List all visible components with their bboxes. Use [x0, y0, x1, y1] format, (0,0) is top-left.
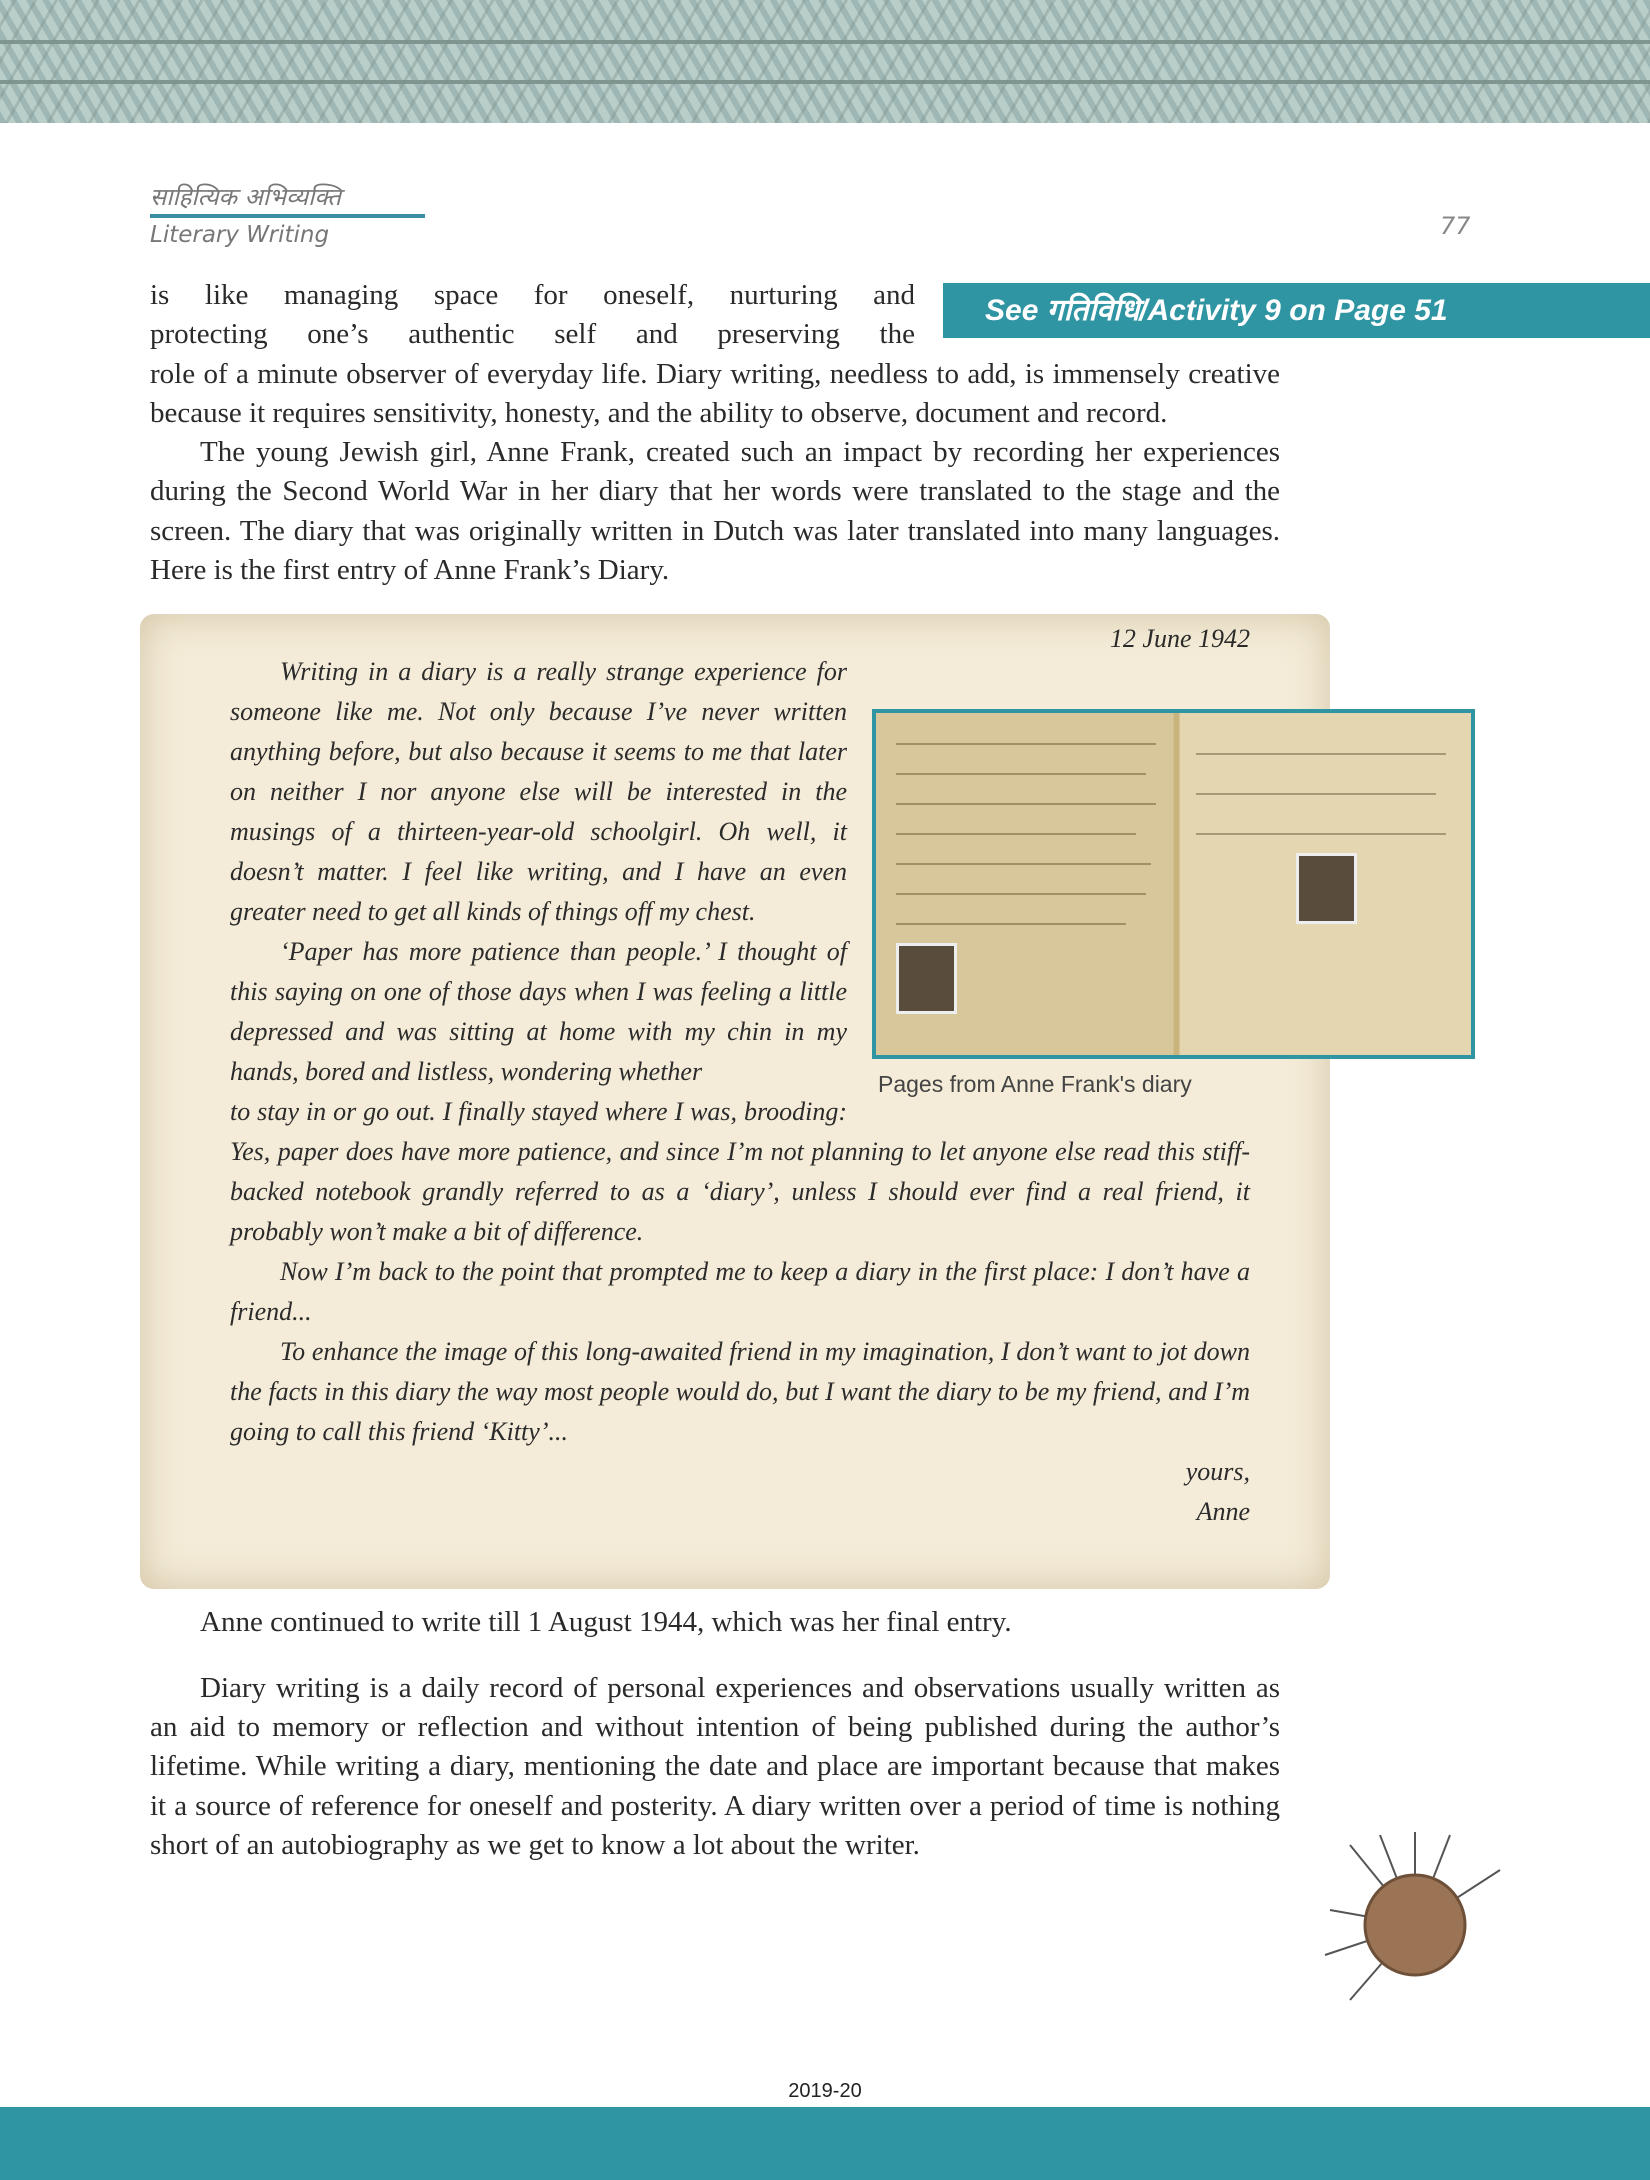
- intro-line-1: is like managing space for oneself, nurturing and: [150, 279, 915, 311]
- diary-paragraph-3: Now I’m back to the point that prompted me to keep a diary in the first place: I don’t have a friend...: [230, 1257, 1250, 1327]
- diary-paragraph-4: To enhance the image of this long-awaited friend in my imagination, I don’t want to jot down the facts in this diary the way most people would do, but I want the diary to be my friend, and I’m going to call this friend ‘Kitty’...: [230, 1337, 1250, 1447]
- diary-paragraph-1: Writing in a diary is a really strange experience for someone like me. Not only because I’ve never written anything before, but also because it seems to me that later on neither I nor anyone else will be interested in the musings of a thirteen-year-old schoolgirl. Oh well, it doesn’t matter. I feel like writing, and I have an even greater need to get all kinds of things off my chest.: [230, 657, 847, 927]
- sun-ornament-icon: [1320, 1830, 1510, 2010]
- chapter-title-hindi: साहित्यिक अभिव्यक्ति: [150, 183, 341, 211]
- after-paragraph-1: Anne continued to write till 1 August 1944, which was her final entry.: [200, 1606, 1012, 1639]
- decorative-header-band: [0, 0, 1650, 123]
- footer-year: 2019-20: [788, 2080, 862, 2102]
- diary-excerpt-box: [140, 614, 1330, 1589]
- activity-reference-banner: See गतिविधि/Activity 9 on Page 51: [943, 283, 1650, 338]
- intro-paragraph-1: role of a minute observer of everyday life. Diary writing, needless to add, is immensely creative because it requires sensitivity, honesty, and the ability to observe, document and record.: [150, 357, 1280, 429]
- photo-figure: [872, 709, 1475, 1099]
- chapter-title: Literary Writing: [150, 222, 330, 248]
- photo-caption: Pages from Anne Frank's diary: [878, 1071, 1192, 1098]
- header-divider: [150, 214, 425, 218]
- after-paragraph-2: Diary writing is a daily record of personal experiences and observations usually written as an aid to memory or reflection and without intention of being published during the author’s lifetime. While writing a diary, mentioning the date and place are important because that makes it a source of reference for oneself and posterity. A diary written over a period of time is nothing short of an autobiography as we get to know a lot about the writer.: [150, 1671, 1280, 1861]
- page-number: 77: [1440, 212, 1471, 240]
- diary-date: 12 June 1942: [1109, 624, 1250, 654]
- diary-paragraph-2b: to stay in or go out. I finally stayed where I was, brooding: Yes, paper does have more patience, and since I’m not planning to let anyone else read this stiff-backed notebook grandly referred to as a ‘diary’, unless I should ever find a real friend, it probably won’t make a bit of difference.: [230, 1097, 1250, 1247]
- footer-band: [0, 2107, 1650, 2180]
- intro-paragraph-2: The young Jewish girl, Anne Frank, created such an impact by recording her experiences during the Second World War in her diary that her words were translated to the stage and the screen. The diary that was originally written in Dutch was later translated into many languages. Here is the first entry of Anne Frank’s Diary.: [150, 436, 1280, 587]
- diary-signoff: yours,: [1185, 1457, 1250, 1487]
- intro-line-2: protecting one’s authentic self and preserving the: [150, 318, 915, 351]
- diary-paragraph-2a: ‘Paper has more patience than people.’ I thought of this saying on one of those days when I was feeling a little depressed and was sitting at home with my chin in my hands, bored and listless, wondering whether: [230, 937, 847, 1087]
- diary-signature: Anne: [1196, 1497, 1250, 1527]
- anne-frank-diary-photo: [872, 709, 1475, 1059]
- main-column: [150, 276, 1280, 1865]
